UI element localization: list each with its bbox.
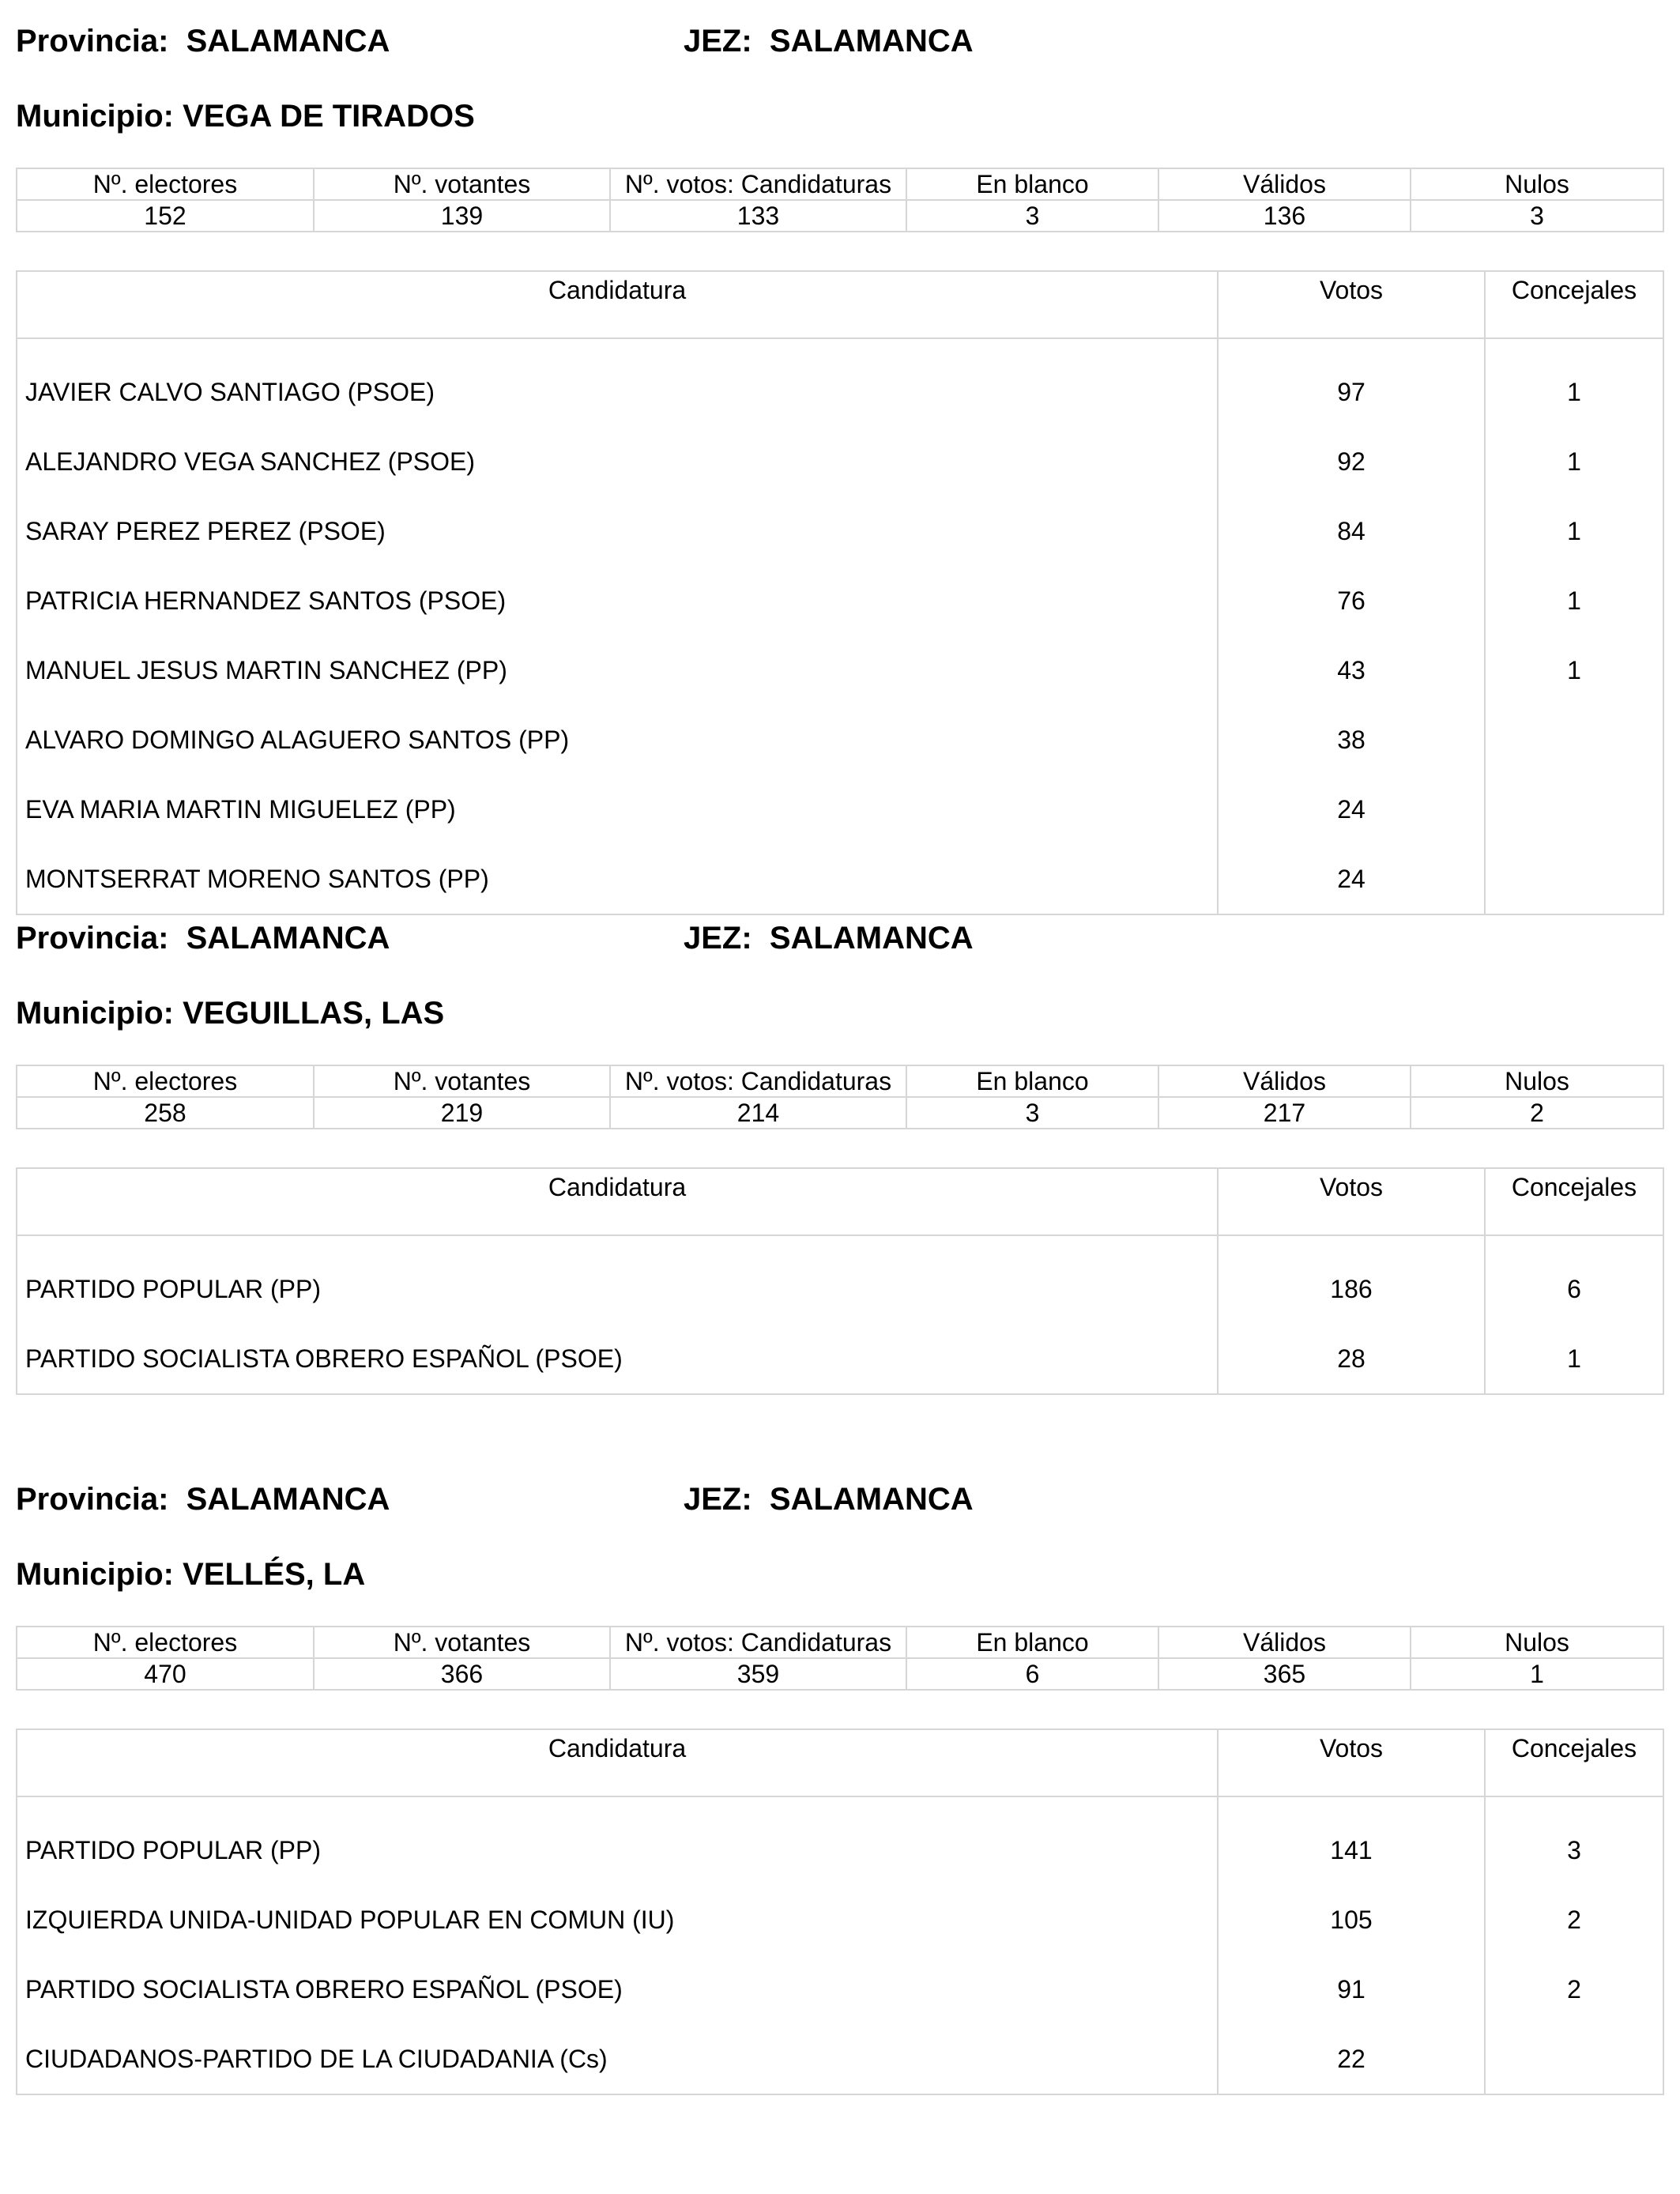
candidatura-cell: PATRICIA HERNANDEZ SANTOS (PSOE) [17, 566, 1218, 635]
results-header-row [17, 1729, 1663, 1796]
candidatura-cell: CIUDADANOS-PARTIDO DE LA CIUDADANIA (Cs) [17, 2024, 1218, 2094]
summary-header-cell: Válidos [1158, 1627, 1411, 1658]
table-row [17, 775, 1663, 844]
provincia-label: Provincia: [16, 1482, 186, 1517]
jez-label: JEZ: [684, 921, 770, 956]
votos-cell: 38 [1218, 705, 1485, 775]
summary-header-cell: En blanco [906, 1065, 1158, 1097]
candidatura-cell: MONTSERRAT MORENO SANTOS (PP) [17, 844, 1218, 914]
municipio-value: VEGUILLAS, LAS [183, 996, 445, 1031]
summary-table [16, 168, 1664, 232]
provincia-value: SALAMANCA [186, 24, 390, 58]
municipio-heading [16, 97, 475, 135]
candidatura-cell: PARTIDO SOCIALISTA OBRERO ESPAÑOL (PSOE) [17, 1324, 1218, 1394]
municipio-value: VEGA DE TIRADOS [183, 99, 475, 134]
concejales-cell [1485, 844, 1663, 914]
summary-header-cell: Nº. votantes [314, 168, 610, 200]
table-row [17, 1796, 1663, 1885]
summary-header-cell: Válidos [1158, 1065, 1411, 1097]
candidatura-header: Candidatura [17, 271, 1218, 338]
table-row [17, 338, 1663, 427]
concejales-cell: 1 [1485, 427, 1663, 496]
candidatura-cell: JAVIER CALVO SANTIAGO (PSOE) [17, 338, 1218, 427]
concejales-cell: 1 [1485, 496, 1663, 566]
concejales-cell: 1 [1485, 338, 1663, 427]
summary-value-cell: 152 [17, 200, 314, 232]
candidatura-cell: PARTIDO SOCIALISTA OBRERO ESPAÑOL (PSOE) [17, 1955, 1218, 2024]
concejales-cell [1485, 705, 1663, 775]
municipio-heading [16, 1555, 365, 1593]
summary-table [16, 1626, 1664, 1691]
summary-value-row [17, 200, 1663, 232]
summary-header-cell: Nº. votos: Candidaturas [610, 168, 906, 200]
votos-cell: 92 [1218, 427, 1485, 496]
summary-value-cell: 2 [1411, 1097, 1663, 1129]
concejales-header: Concejales [1485, 271, 1663, 338]
table-row [17, 1324, 1663, 1394]
results-table [16, 1167, 1664, 1395]
summary-value-row [17, 1658, 1663, 1690]
votos-cell: 186 [1218, 1235, 1485, 1324]
table-row [17, 844, 1663, 914]
votos-cell: 141 [1218, 1796, 1485, 1885]
votos-header: Votos [1218, 1168, 1485, 1235]
summary-value-cell: 366 [314, 1658, 610, 1690]
votos-cell: 97 [1218, 338, 1485, 427]
summary-header-cell: Nulos [1411, 1627, 1663, 1658]
summary-value-cell: 3 [1411, 200, 1663, 232]
concejales-header: Concejales [1485, 1729, 1663, 1796]
votos-cell: 43 [1218, 635, 1485, 705]
candidatura-cell: SARAY PEREZ PEREZ (PSOE) [17, 496, 1218, 566]
provincia-label: Provincia: [16, 24, 186, 58]
concejales-cell: 3 [1485, 1796, 1663, 1885]
concejales-cell [1485, 775, 1663, 844]
provincia-heading [16, 919, 390, 957]
provincia-heading [16, 1480, 390, 1518]
concejales-cell: 2 [1485, 1885, 1663, 1955]
summary-header-row [17, 1627, 1663, 1658]
summary-value-cell: 217 [1158, 1097, 1411, 1129]
summary-value-cell: 3 [906, 200, 1158, 232]
provincia-heading [16, 22, 390, 60]
summary-header-cell: Nulos [1411, 168, 1663, 200]
concejales-cell: 1 [1485, 1324, 1663, 1394]
concejales-cell: 6 [1485, 1235, 1663, 1324]
table-row [17, 1955, 1663, 2024]
jez-value: SALAMANCA [769, 1482, 974, 1517]
summary-header-cell: En blanco [906, 168, 1158, 200]
summary-value-row [17, 1097, 1663, 1129]
candidatura-cell: ALEJANDRO VEGA SANCHEZ (PSOE) [17, 427, 1218, 496]
summary-value-cell: 258 [17, 1097, 314, 1129]
summary-value-cell: 470 [17, 1658, 314, 1690]
votos-cell: 24 [1218, 775, 1485, 844]
candidatura-header: Candidatura [17, 1729, 1218, 1796]
table-row [17, 496, 1663, 566]
table-row [17, 1885, 1663, 1955]
provincia-value: SALAMANCA [186, 921, 390, 956]
summary-value-cell: 365 [1158, 1658, 1411, 1690]
summary-header-cell: Nº. votantes [314, 1065, 610, 1097]
provincia-label: Provincia: [16, 921, 186, 956]
summary-value-cell: 6 [906, 1658, 1158, 1690]
municipio-label: Municipio: [16, 1557, 183, 1592]
concejales-header: Concejales [1485, 1168, 1663, 1235]
summary-value-cell: 133 [610, 200, 906, 232]
candidatura-cell: PARTIDO POPULAR (PP) [17, 1235, 1218, 1324]
summary-header-cell: Nº. votos: Candidaturas [610, 1627, 906, 1658]
concejales-cell: 2 [1485, 1955, 1663, 2024]
votos-header: Votos [1218, 271, 1485, 338]
summary-header-cell: Nº. votantes [314, 1627, 610, 1658]
votos-cell: 91 [1218, 1955, 1485, 2024]
candidatura-cell: ALVARO DOMINGO ALAGUERO SANTOS (PP) [17, 705, 1218, 775]
candidatura-cell: EVA MARIA MARTIN MIGUELEZ (PP) [17, 775, 1218, 844]
table-row [17, 705, 1663, 775]
summary-value-cell: 219 [314, 1097, 610, 1129]
jez-label: JEZ: [684, 24, 770, 58]
summary-value-cell: 1 [1411, 1658, 1663, 1690]
summary-header-row [17, 168, 1663, 200]
summary-header-row [17, 1065, 1663, 1097]
summary-header-cell: Nº. electores [17, 1627, 314, 1658]
results-header-row [17, 1168, 1663, 1235]
results-table [16, 1728, 1664, 2095]
table-row [17, 427, 1663, 496]
jez-value: SALAMANCA [769, 921, 974, 956]
municipio-label: Municipio: [16, 99, 183, 134]
municipio-label: Municipio: [16, 996, 183, 1031]
summary-header-cell: Nulos [1411, 1065, 1663, 1097]
municipio-heading [16, 994, 444, 1032]
votos-header: Votos [1218, 1729, 1485, 1796]
jez-heading [684, 22, 974, 60]
summary-value-cell: 3 [906, 1097, 1158, 1129]
votos-cell: 84 [1218, 496, 1485, 566]
jez-label: JEZ: [684, 1482, 770, 1517]
summary-header-cell: En blanco [906, 1627, 1158, 1658]
jez-value: SALAMANCA [769, 24, 974, 58]
summary-value-cell: 359 [610, 1658, 906, 1690]
provincia-value: SALAMANCA [186, 1482, 390, 1517]
votos-cell: 76 [1218, 566, 1485, 635]
table-row [17, 566, 1663, 635]
summary-table [16, 1065, 1664, 1129]
table-row [17, 635, 1663, 705]
summary-header-cell: Nº. electores [17, 168, 314, 200]
votos-cell: 105 [1218, 1885, 1485, 1955]
summary-header-cell: Nº. votos: Candidaturas [610, 1065, 906, 1097]
summary-value-cell: 136 [1158, 200, 1411, 232]
table-row [17, 2024, 1663, 2094]
candidatura-cell: IZQUIERDA UNIDA-UNIDAD POPULAR EN COMUN (IU) [17, 1885, 1218, 1955]
concejales-cell [1485, 2024, 1663, 2094]
votos-cell: 28 [1218, 1324, 1485, 1394]
votos-cell: 24 [1218, 844, 1485, 914]
table-row [17, 1235, 1663, 1324]
summary-header-cell: Válidos [1158, 168, 1411, 200]
concejales-cell: 1 [1485, 566, 1663, 635]
candidatura-header: Candidatura [17, 1168, 1218, 1235]
results-header-row [17, 271, 1663, 338]
jez-heading [684, 1480, 974, 1518]
municipio-value: VELLÉS, LA [183, 1557, 366, 1592]
jez-heading [684, 919, 974, 957]
summary-value-cell: 139 [314, 200, 610, 232]
results-table [16, 270, 1664, 915]
candidatura-cell: MANUEL JESUS MARTIN SANCHEZ (PP) [17, 635, 1218, 705]
candidatura-cell: PARTIDO POPULAR (PP) [17, 1796, 1218, 1885]
concejales-cell: 1 [1485, 635, 1663, 705]
summary-header-cell: Nº. electores [17, 1065, 314, 1097]
votos-cell: 22 [1218, 2024, 1485, 2094]
summary-value-cell: 214 [610, 1097, 906, 1129]
